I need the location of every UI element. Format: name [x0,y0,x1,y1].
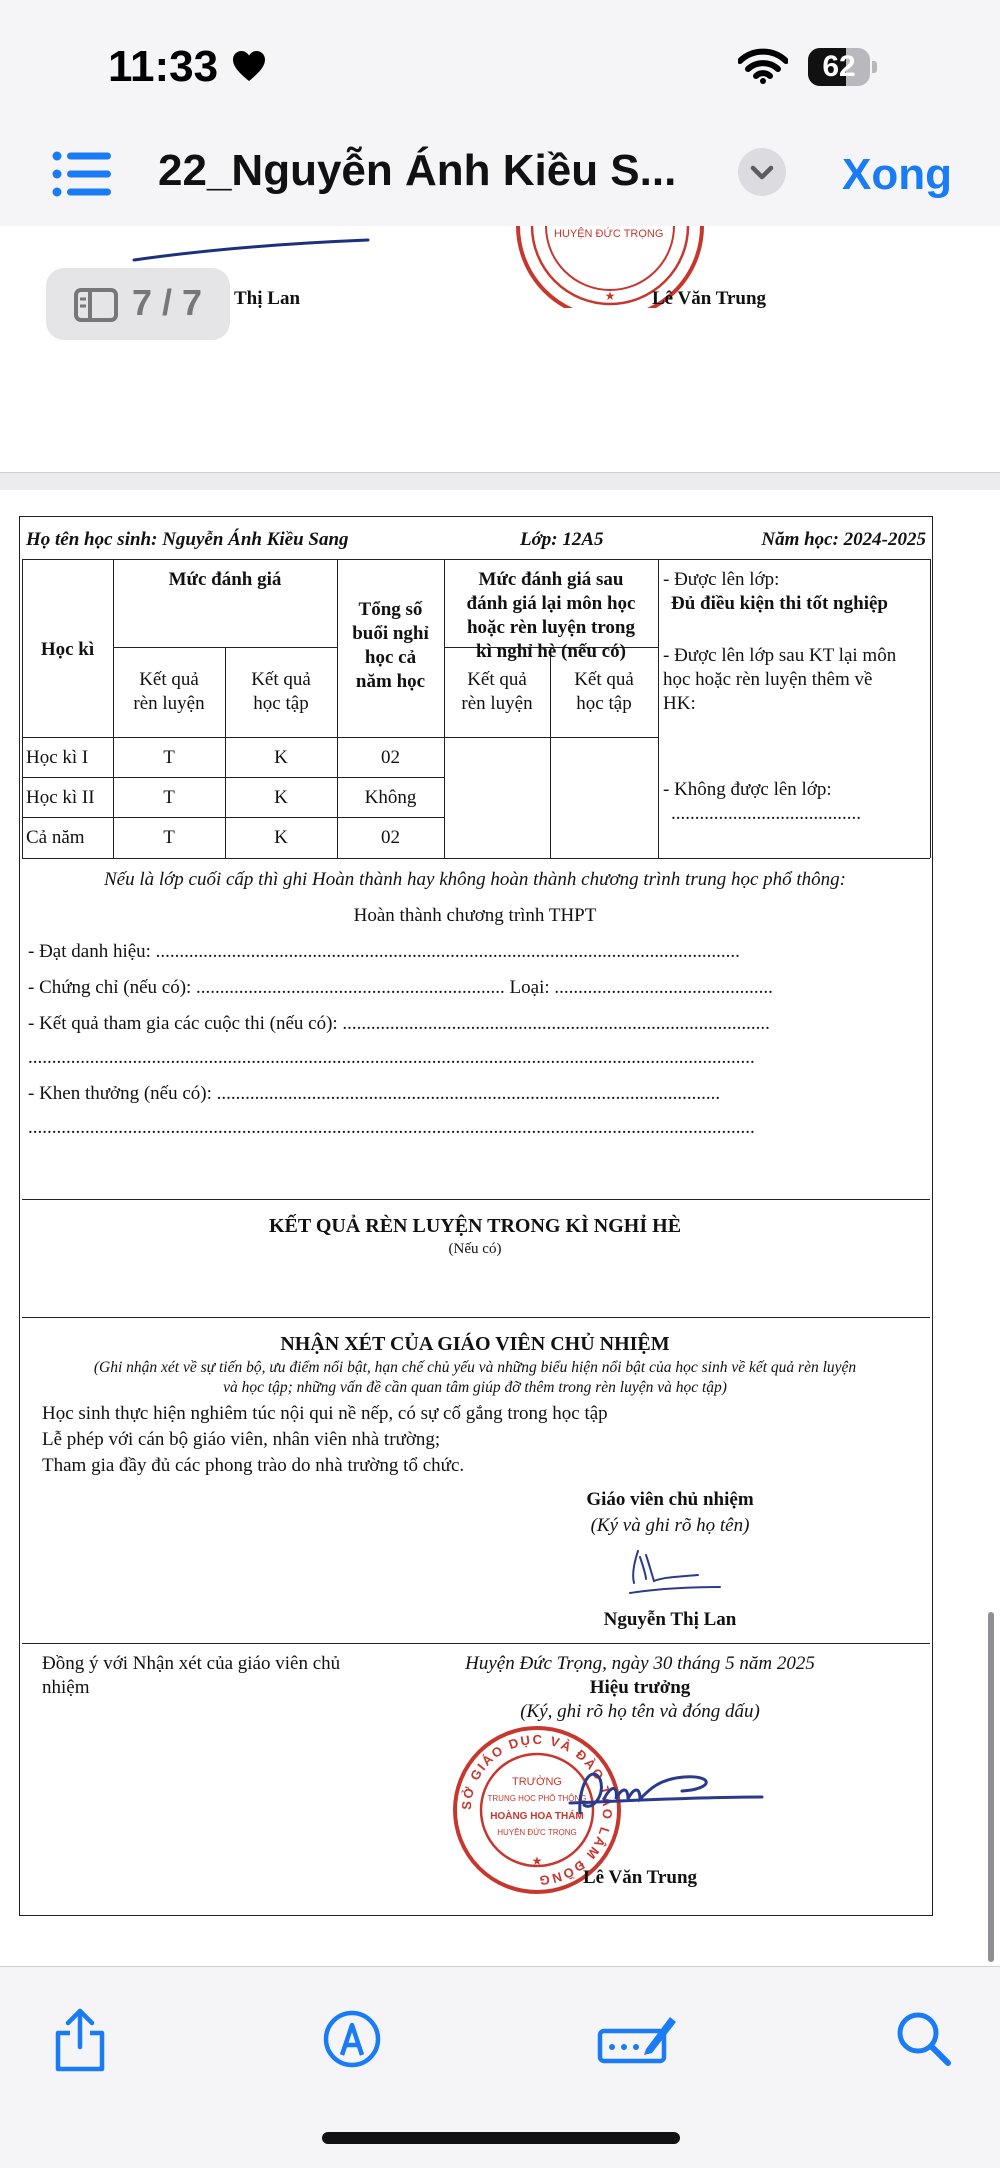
wifi-icon [738,48,788,84]
principal-name: Lê Văn Trung [582,1867,698,1888]
class-name: Lớp: 12A5 [520,529,604,550]
teacher-sign-hint: (Ký và ghi rõ họ tên) [590,1515,750,1536]
done-button[interactable]: Xong [842,150,952,199]
summer-title: KẾT QUẢ RÈN LUYỆN TRONG KÌ NGHỈ HÈ [268,1215,682,1237]
share-icon[interactable] [50,2007,110,2073]
list-icon[interactable] [52,150,112,198]
header-absent-3: học cả [364,647,417,668]
stamp-fragment-text: HUYỆN ĐỨC TRỌNG [554,228,664,240]
header-study-1: Kết quả [251,669,311,690]
promotion-line-1: - Được lên lớp: [663,569,780,590]
completion-status: Hoàn thành chương trình THPT [353,905,597,926]
document-title[interactable]: 22_Nguyễn Ánh Kiều S... [158,146,677,195]
header-absent-2: buổi nghỉ [352,623,429,644]
dots-line-2: ......................................................................................................................................................... [28,1117,755,1138]
row-1-study: K [274,747,288,768]
header-conduct-1: Kết quả [139,669,199,690]
header-restudy-2: học tập [576,693,632,714]
chevron-down-icon [738,148,786,196]
school-year: Năm học: 2024-2025 [761,529,926,550]
student-name: Họ tên học sinh: Nguyễn Ánh Kiều Sang [26,529,349,550]
row-1-term: Học kì I [26,747,89,768]
header-absent-4: năm học [355,671,426,692]
divider-comment [22,1317,930,1318]
comment-hint-2: và học tập; những vấn đề cần quan tâm giúp đỡ thêm trong rèn luyện và học tập) [223,1379,727,1396]
markup-icon[interactable] [322,2009,382,2069]
page-indicator[interactable] [46,268,230,340]
header-study-2: học tập [253,693,309,714]
header-rerating-1: Mức đánh giá sau [478,569,624,590]
battery-icon [808,48,878,86]
page-6-fragment [0,226,1000,473]
principal-signature [564,1749,764,1829]
completion-note: Nếu là lớp cuối cấp thì ghi Hoàn thành hay không hoàn thành chương trình trung học phổ thông: [103,869,847,890]
status-bar [0,0,1000,120]
page-7 [0,490,1000,1966]
comment-line-2: Lễ phép với cán bộ giáo viên, nhân viên nhà trường; [42,1429,441,1450]
row-3-absent: 02 [381,827,400,848]
promotion-line-6: - Không được lên lớp: [663,779,832,800]
page-indicator-label: 7 / 7 [132,282,203,323]
summer-note: (Nếu có) [448,1241,502,1257]
row-2-absent: Không [364,787,417,808]
row-1-absent: 02 [381,747,400,768]
scrollbar[interactable] [988,1612,994,1962]
comment-hint-1: (Ghi nhận xét về sự tiến bộ, ưu điểm nổi bật, hạn chế chủ yếu và những biểu hiện nổi bật của học sinh về kết quả rèn luyện [93,1359,857,1376]
comment-title: NHẬN XÉT CỦA GIÁO VIÊN CHỦ NHIỆM [280,1333,670,1355]
divider-principal [22,1643,930,1644]
row-3-conduct: T [163,827,175,848]
report-card [19,516,933,1916]
place-date: Huyện Đức Trọng, ngày 30 tháng 5 năm 2025 [465,1653,815,1674]
header-reconduct-2: rèn luyện [461,693,533,714]
principal-sign-hint: (Ký, ghi rõ họ tên và đóng dấu) [520,1701,760,1722]
teacher-signature [616,1537,726,1597]
dots-line-1: ......................................................................................................................................................... [28,1047,755,1068]
stamp-school-1: TRƯỜNG [512,1776,562,1788]
contest-line: - Kết quả tham gia các cuộc thi (nếu có): .......................................................................................... [28,1013,770,1034]
header-restudy-1: Kết quả [574,669,634,690]
header-rerating-4: kì nghỉ hè (nếu có) [476,641,626,662]
signer-name-left: Thị Lan [234,288,301,309]
row-3-study: K [274,827,288,848]
svg-text:★: ★ [531,1854,543,1868]
divider-summer [22,1199,930,1200]
comment-line-3: Tham gia đầy đủ các phong trào do nhà trường tổ chức. [42,1455,465,1476]
certificate-line: - Chứng chỉ (nếu có): ................................................................. Loại: .............................................. [28,977,773,998]
svg-text:★: ★ [604,289,616,303]
nav-bar [0,120,1000,227]
row-2-study: K [274,787,288,808]
teacher-name: Nguyễn Thị Lan [603,1609,737,1630]
row-3-term: Cả năm [26,827,85,848]
row-2-conduct: T [163,787,175,808]
row-2-term: Học kì II [26,787,95,808]
agree-line-1: Đồng ý với Nhận xét của giáo viên chủ [42,1653,341,1674]
promotion-line-5: HK: [663,693,696,714]
signature-fragment [130,226,390,266]
stamp-school-3: HOÀNG HOA THÁM [490,1811,584,1822]
sidebar-icon [74,288,118,322]
teacher-role: Giáo viên chủ nhiệm [586,1489,754,1510]
status-time: 11:33 [108,42,219,91]
promotion-line-3: - Được lên lớp sau KT lại môn [663,645,897,666]
header-reconduct-1: Kết quả [467,669,527,690]
header-rating: Mức đánh giá [168,569,282,590]
header-rerating-3: hoặc rèn luyện trong [466,617,635,638]
annotate-icon[interactable] [596,2009,676,2069]
stamp-ring-text: SỞ GIÁO DỤC VÀ ĐÀO TẠO LÂM ĐỒNG [458,1731,616,1889]
promotion-line-4: học hoặc rèn luyện thêm về [663,669,873,690]
header-absent-1: Tổng số [358,599,423,620]
header-term: Học kì [40,639,95,660]
agree-line-2: nhiệm [42,1677,90,1698]
award-line: - Khen thưởng (nếu có): .......................................................................................................... [28,1083,721,1104]
search-icon[interactable] [894,2009,954,2069]
promotion-line-7: ........................................ [671,803,861,824]
principal-role: Hiệu trưởng [589,1677,691,1698]
header-conduct-2: rèn luyện [133,693,205,714]
signer-name-right: Lê Văn Trung [652,288,767,309]
comment-line-1: Học sinh thực hiện nghiêm túc nội qui nề nếp, có sự cố gắng trong học tập [42,1403,608,1424]
home-indicator[interactable] [322,2132,680,2144]
header-rerating-2: đánh giá lại môn học [466,593,636,614]
stamp-school-2: TRUNG HỌC PHỔ THÔNG [487,1794,587,1803]
battery-level: 62 [822,50,856,83]
row-1-conduct: T [163,747,175,768]
title-menu-button[interactable] [738,148,786,196]
title-line: - Đạt danh hiệu: ........................................................................................................................... [28,941,740,962]
heart-icon [232,50,266,82]
promotion-line-2: Đủ điều kiện thi tốt nghiệp [671,593,888,614]
stamp-district: HUYỆN ĐỨC TRỌNG [497,1828,577,1837]
